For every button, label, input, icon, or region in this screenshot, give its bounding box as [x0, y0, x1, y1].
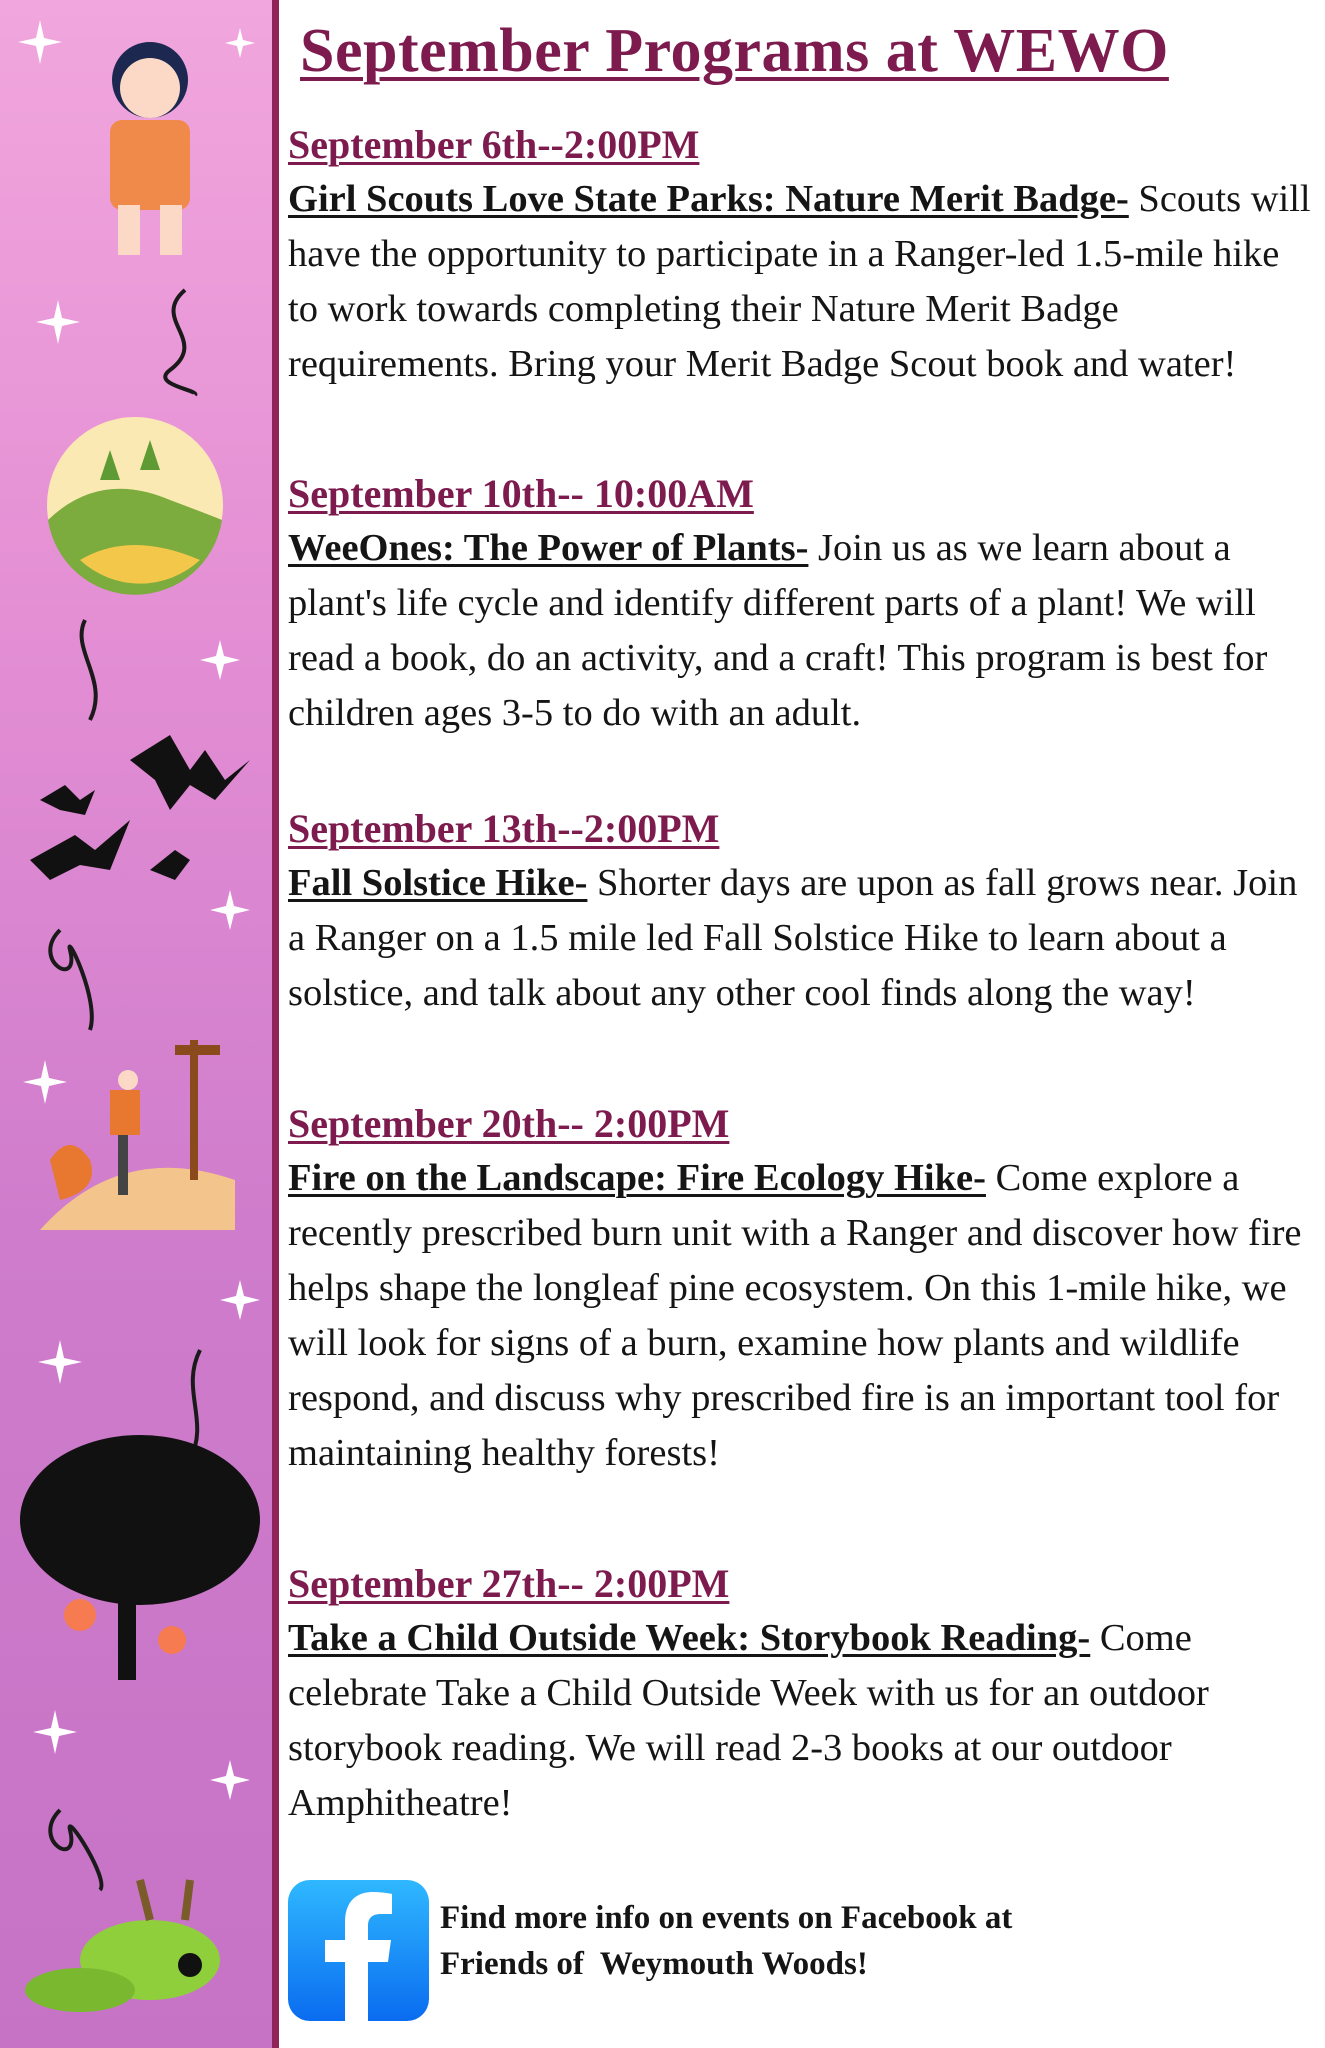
event-name: Girl Scouts Love State Parks: Nature Merit Badge-	[288, 178, 1129, 220]
event-date: September 6th--2:00PM	[288, 122, 700, 167]
girl-scout-illustration	[110, 42, 190, 255]
event-body	[288, 856, 1318, 1021]
event-date: September 10th-- 10:00AM	[288, 471, 754, 516]
event-description: Come explore a recently prescribed burn unit with a Ranger and discover how fire helps shape the longleaf pine ecosystem. On this 1-mile hike, we will look for signs of a burn, examine how plants and wildlife respond, and discuss why prescribed fire is an important tool for maintaining healthy forests!	[288, 1157, 1302, 1474]
event-body	[288, 521, 1318, 741]
facebook-icon[interactable]	[288, 1880, 429, 2021]
event-description: Join us as we learn about a plant's life cycle and identify different parts of a plant! We will read a book, do an activity, and a craft! This program is best for children ages 3-5 to do with an adult.	[288, 527, 1268, 734]
sidebar-divider	[272, 0, 279, 2048]
hiker-illustration	[40, 1040, 235, 1230]
facebook-note	[440, 1895, 1300, 1987]
bats-illustration	[30, 735, 250, 880]
event-item	[288, 467, 1318, 741]
event-item	[288, 118, 1318, 392]
event-date: September 13th--2:00PM	[288, 806, 720, 851]
page-title: September Programs at WEWO	[300, 17, 1169, 85]
event-item	[288, 1097, 1318, 1481]
decorative-sidebar	[0, 0, 272, 2048]
event-description: Shorter days are upon as fall grows near. Join a Ranger on a 1.5 mile led Fall Solstice Hike to learn about a solstice, and talk about any other cool finds along the way!	[288, 862, 1298, 1014]
event-item	[288, 1557, 1318, 1831]
sidebar-illustrations	[0, 0, 272, 2048]
tree-illustration	[20, 1435, 260, 1680]
event-description: Scouts will have the opportunity to participate in a Ranger-led 1.5-mile hike to work towards completing their Nature Merit Badge requirements. Bring your Merit Badge Scout book and water!	[288, 178, 1311, 385]
caterpillar-illustration	[25, 1880, 220, 2012]
event-body	[288, 1611, 1318, 1831]
event-name: WeeOnes: The Power of Plants-	[288, 527, 809, 569]
event-description: Come celebrate Take a Child Outside Week with us for an outdoor storybook reading. We will read 2-3 books at our outdoor Amphitheatre!	[288, 1617, 1209, 1824]
event-date: September 20th-- 2:00PM	[288, 1101, 730, 1146]
facebook-f-glyph	[288, 1880, 429, 2021]
event-date: September 27th-- 2:00PM	[288, 1561, 730, 1606]
hills-illustration	[47, 417, 223, 595]
facebook-note-line1: Find more info on events on Facebook at	[440, 1900, 1013, 1936]
event-item	[288, 802, 1318, 1021]
event-body	[288, 172, 1318, 392]
facebook-note-line2: Friends of Weymouth Woods!	[440, 1946, 868, 1982]
event-body	[288, 1151, 1318, 1481]
event-name: Fire on the Landscape: Fire Ecology Hike-	[288, 1157, 986, 1199]
event-name: Fall Solstice Hike-	[288, 862, 588, 904]
event-name: Take a Child Outside Week: Storybook Reading-	[288, 1617, 1091, 1659]
